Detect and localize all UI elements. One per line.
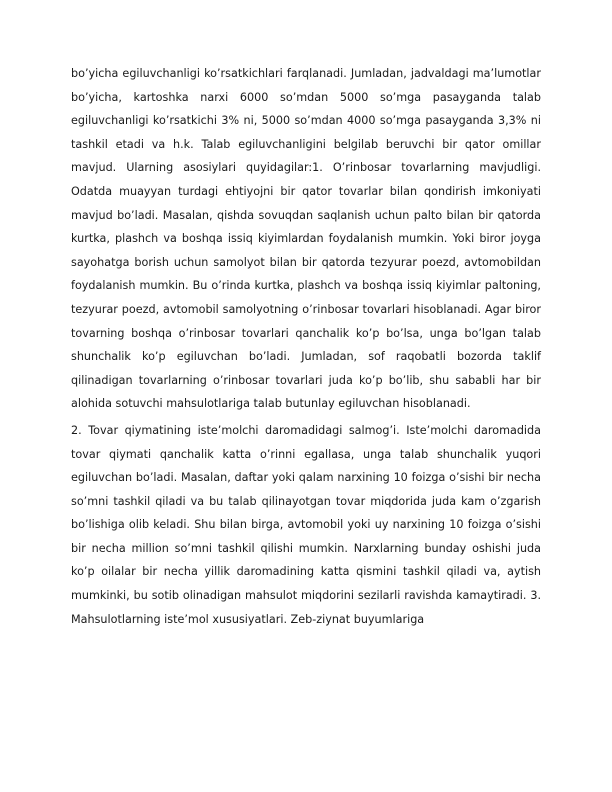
paragraph-2: 2. Tovar qiymatining iste’molchi daromadidagi salmog’i. Iste’molchi daromadida tovar qiymati qanchalik katta o’rinni egallasa, unga talab shunchalik yuqori egiluvchan bo’ladi. Masalan, daftar yoki qalam narxining 10 foizga o’sishi bir necha so’mni tashkil qiladi va bu talab qilinayotgan tovar miqdorida juda kam o’zgarish bo’lishiga olib keladi. Shu bilan birga, avtomobil yoki uy narxining 10 foizga o’sishi bir necha million so’mni tashkil qilishi mumkin. Narxlarning bunday oshishi juda ko’p oilalar bir necha yillik daromadining katta qismini tashkil qiladi va, aytish mumkinki, bu sotib olinadigan mahsulot miqdorini sezilarli ravishda kamaytiradi. 3. Mahsulotlarning iste’mol xususiyatlari. Zeb-ziynat buyumlariga: [71, 423, 541, 626]
document-page: [71, 62, 541, 634]
paragraph-1: bo’yicha egiluvchanligi ko’rsatkichlari farqlanadi. Jumladan, jadvaldagi ma’lumotlar bo’yicha, kartoshka narxi 6000 so’mdan 5000 so’mga pasayganda talab egiluvchanligi ko’rsatkichi 3% ni, 5000 so’mdan 4000 so’mga pasayganda 3,3% ni tashkil etadi va h.k. Talab egiluvchanligini belgilab beruvchi bir qator omillar mavjud. Ularning asosiylari quyidagilar:1. O’rinbosar tovarlarning mavjudligi. Odatda muayyan turdagi ehtiyojni bir qator tovarlar bilan qondirish imkoniyati mavjud bo’ladi. Masalan, qishda sovuqdan saqlanish uchun palto bilan bir qatorda kurtka, plashch va boshqa issiq kiyimlardan foydalanish mumkin. Yoki biror joyga sayohatga borish uchun samolyot bilan bir qatorda tezyurar poezd, avtomobildan foydalanish mumkin. Bu o’rinda kurtka, plashch va boshqa issiq kiyimlar paltoning, tezyurar poezd, avtomobil samolyotning o’rinbosar tovarlari hisoblanadi. Agar biror tovarning boshqa o’rinbosar tovarlari qanchalik ko’p bo’lsa, unga bo’lgan talab shunchalik ko’p egiluvchan bo’ladi. Jumladan, sof raqobatli bozorda taklif qilinadigan tovarlarning o’rinbosar tovarlari juda ko’p bo’lib, shu sababli har bir alohida sotuvchi mahsulotlariga talab butunlay egiluvchan hisoblanadi.: [71, 67, 541, 411]
